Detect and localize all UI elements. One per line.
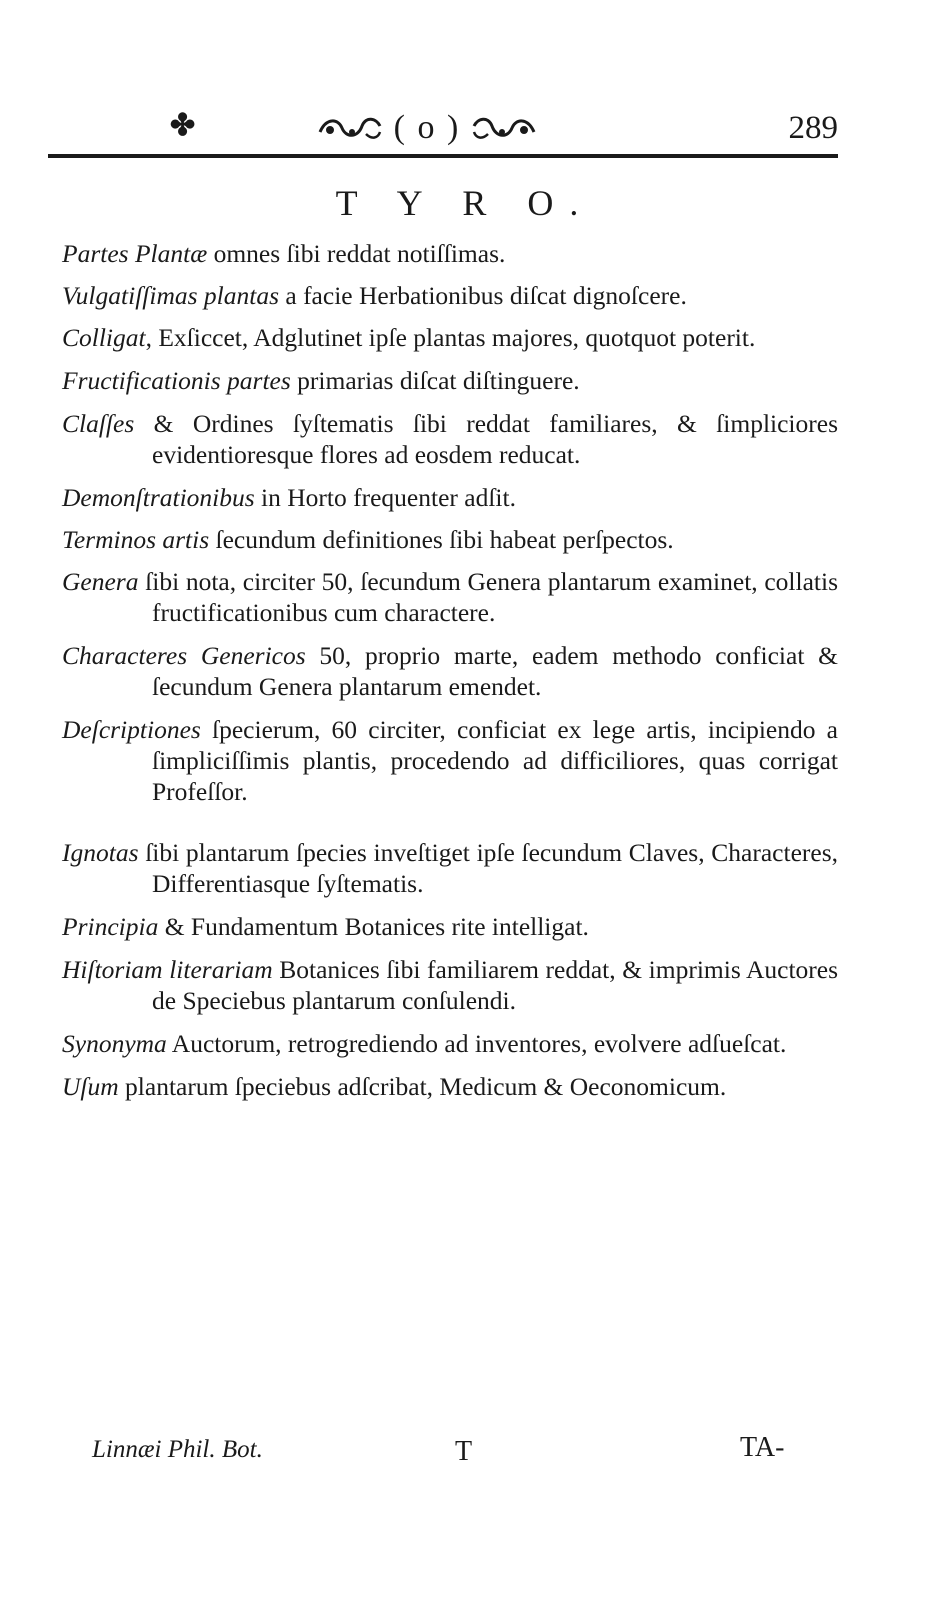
entry-text: ſpecierum, 60 circiter, conficiat ex lege artis, incipiendo a ſimpliciſſimis plantis, procedendo ad difficiliores, quas corrigat Profeſſor. <box>152 715 838 806</box>
entry-text: ſibi plantarum ſpecies inveſtiget ipſe ſecundum Claves, Characteres, Differentiasque ſyſtematis. <box>138 838 838 898</box>
entry-text: omnes ſibi reddat notiſſimas. <box>207 239 506 268</box>
footer-signature: Linnæi Phil. Bot. <box>92 1436 263 1463</box>
entry-text: Botanices ſibi familiarem reddat, & imprimis Auctores de Speciebus plantarum conſulendi. <box>152 955 839 1015</box>
entry-key: Deſcriptiones <box>62 715 201 744</box>
entry-key: Uſum <box>62 1072 119 1101</box>
section-title: T Y R O. <box>335 183 595 223</box>
entry-text: plantarum ſpeciebus adſcribat, Medicum & Oeconomicum. <box>118 1072 727 1101</box>
catchword: TA- <box>740 1432 785 1463</box>
entry-vulgatissimas <box>62 280 838 311</box>
entry-key: Terminos artis <box>62 525 210 554</box>
entry-key: Ignotas <box>62 838 139 867</box>
entry-text: Auctorum, retrogrediendo ad inventores, evolvere adſueſcat. <box>166 1029 787 1058</box>
entry-terminos <box>62 524 838 555</box>
entry-list <box>62 238 838 1102</box>
entry-historiam <box>62 954 838 1016</box>
entry-key: Demonſtrationibus <box>62 483 255 512</box>
entry-text: primarias diſcat diſtinguere. <box>290 366 580 395</box>
entry-synonyma <box>62 1028 838 1059</box>
fleuron-right-icon <box>470 112 538 144</box>
entry-text: ſibi nota, circiter 50, ſecundum Genera plantarum examinet, collatis fructificationibus cum charactere. <box>138 567 838 627</box>
entry-principia <box>62 911 838 942</box>
entry-genera <box>62 566 838 628</box>
entry-usum <box>62 1071 838 1102</box>
entry-key: Synonyma <box>62 1029 167 1058</box>
entry-key: Colligat <box>62 323 146 352</box>
running-head-mark: ✤ <box>170 109 196 142</box>
entry-key: Characteres Genericos <box>62 641 306 670</box>
entry-text: & Fundamentum Botanices rite intelligat. <box>158 912 589 941</box>
entry-colligat <box>62 322 838 353</box>
running-head-text: ( o ) <box>393 109 461 146</box>
entry-text: ſecundum definitiones ſibi habeat perſpectos. <box>209 525 674 554</box>
entry-characteres <box>62 640 838 702</box>
entry-text: , Exſiccet, Adglutinet ipſe plantas majores, quotquot poterit. <box>145 323 756 352</box>
entry-key: Vulgatiſſimas plantas <box>62 281 279 310</box>
fleuron-left-icon <box>316 112 384 144</box>
entry-key: Hiſtoriam literariam <box>62 955 273 984</box>
entry-fructificationis <box>62 365 838 396</box>
entry-ignotas <box>62 837 838 899</box>
entry-key: Claſſes <box>62 409 135 438</box>
entry-classes <box>62 408 838 470</box>
entry-key: Genera <box>62 567 139 596</box>
entry-demonstrationibus <box>62 482 838 513</box>
entry-text: & Ordines ſyſtematis ſibi reddat familiares, & ſimpliciores evidentioresque flores ad eosdem reducat. <box>134 409 838 469</box>
entry-key: Fructificationis partes <box>62 366 291 395</box>
signature-mark: T <box>455 1436 473 1467</box>
entry-text: 50, proprio marte, eadem methodo conficiat & ſecundum Genera plantarum emendet. <box>152 641 838 701</box>
entry-partes <box>62 238 838 269</box>
entry-descriptiones <box>62 714 838 807</box>
running-head <box>302 104 552 152</box>
entry-key: Principia <box>62 912 159 941</box>
page-number: 289 <box>788 110 838 146</box>
entry-text: a facie Herbationibus diſcat dignoſcere. <box>279 281 687 310</box>
header-rule <box>48 154 838 158</box>
entry-key: Partes Plantæ <box>62 239 208 268</box>
entry-text: in Horto frequenter adſit. <box>254 483 516 512</box>
